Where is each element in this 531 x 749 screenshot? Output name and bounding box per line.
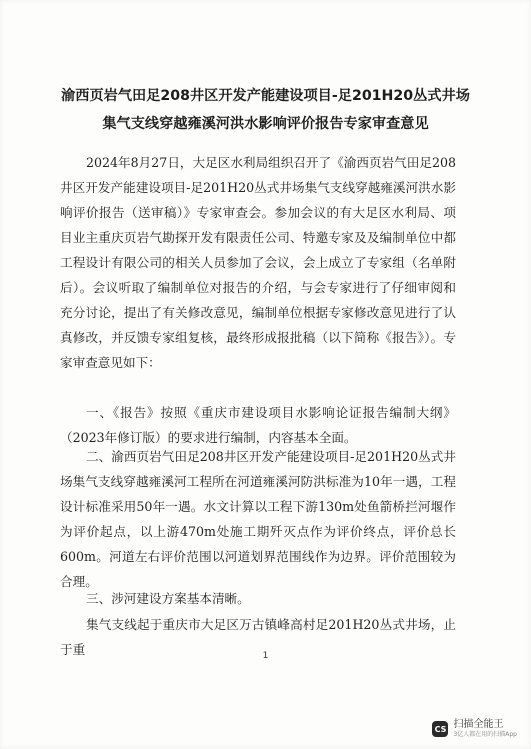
paragraph-pipeline: 集气支线起于重庆市大足区万古镇峰高村足201H20丛式井场，止于重 — [60, 617, 456, 657]
watermark-subtitle: 3亿人都在用的扫描App — [453, 731, 517, 738]
scanner-watermark — [432, 719, 517, 739]
document-title — [20, 82, 511, 138]
paragraph-opinion-1: 一、《报告》按照《重庆市建设项目水影响论证报告编制大纲》（2023年修订版）的要求进行编制，内容基本全面。 — [60, 405, 456, 445]
title-line-1: 渝西页岩气田足208井区开发产能建设项目-足201H20丛式井场 — [61, 88, 470, 104]
page-number: 1 — [262, 651, 269, 661]
camscanner-logo-icon: CS — [432, 721, 448, 737]
paragraph-intro: 2024年8月27日，大足区水利局组织召开了《渝西页岩气田足208井区开发产能建设项目-足201H20丛式井场集气支线穿越雍溪河洪水影响评价报告（送审稿）》专家审查会。参加会议的有大足区水利局、项目业主重庆页岩气勘探开发有限责任公司、特邀专家及及编制单位中都工程设计有限公司的相关人员参加了会议，会上成立了专家组（名单附后）。会议听取了编制单位对报告的介绍，与会专家进行了仔细审阅和充分讨论，提出了有关修改意见，编制单位根据专家修改意见进行了认真修改，并反馈专家组复核，最终形成报批稿（以下简称《报告》）。专家审查意见如下： — [60, 155, 456, 370]
watermark-name: 扫描全能王 — [453, 719, 504, 730]
paragraph-opinion-2: 二、渝西页岩气田足208井区开发产能建设项目-足201H20丛式井场集气支线穿越雍溪河工程所在河道雍溪河防洪标准为10年一遇，工程设计标准采用50年一遇。水文计算以工程下游130m处鱼箭桥拦河堰作为评价起点，以上游470m处施工期歼灭点作为评价终点，评价总长600m。河道左右评价范围以河道划界范围线作为边界。评价范围较为合理。 — [60, 449, 456, 589]
title-line-2: 集气支线穿越雍溪河洪水影响评价报告专家审查意见 — [102, 116, 429, 132]
paragraph-opinion-3: 三、涉河建设方案基本清晰。 — [86, 591, 250, 606]
